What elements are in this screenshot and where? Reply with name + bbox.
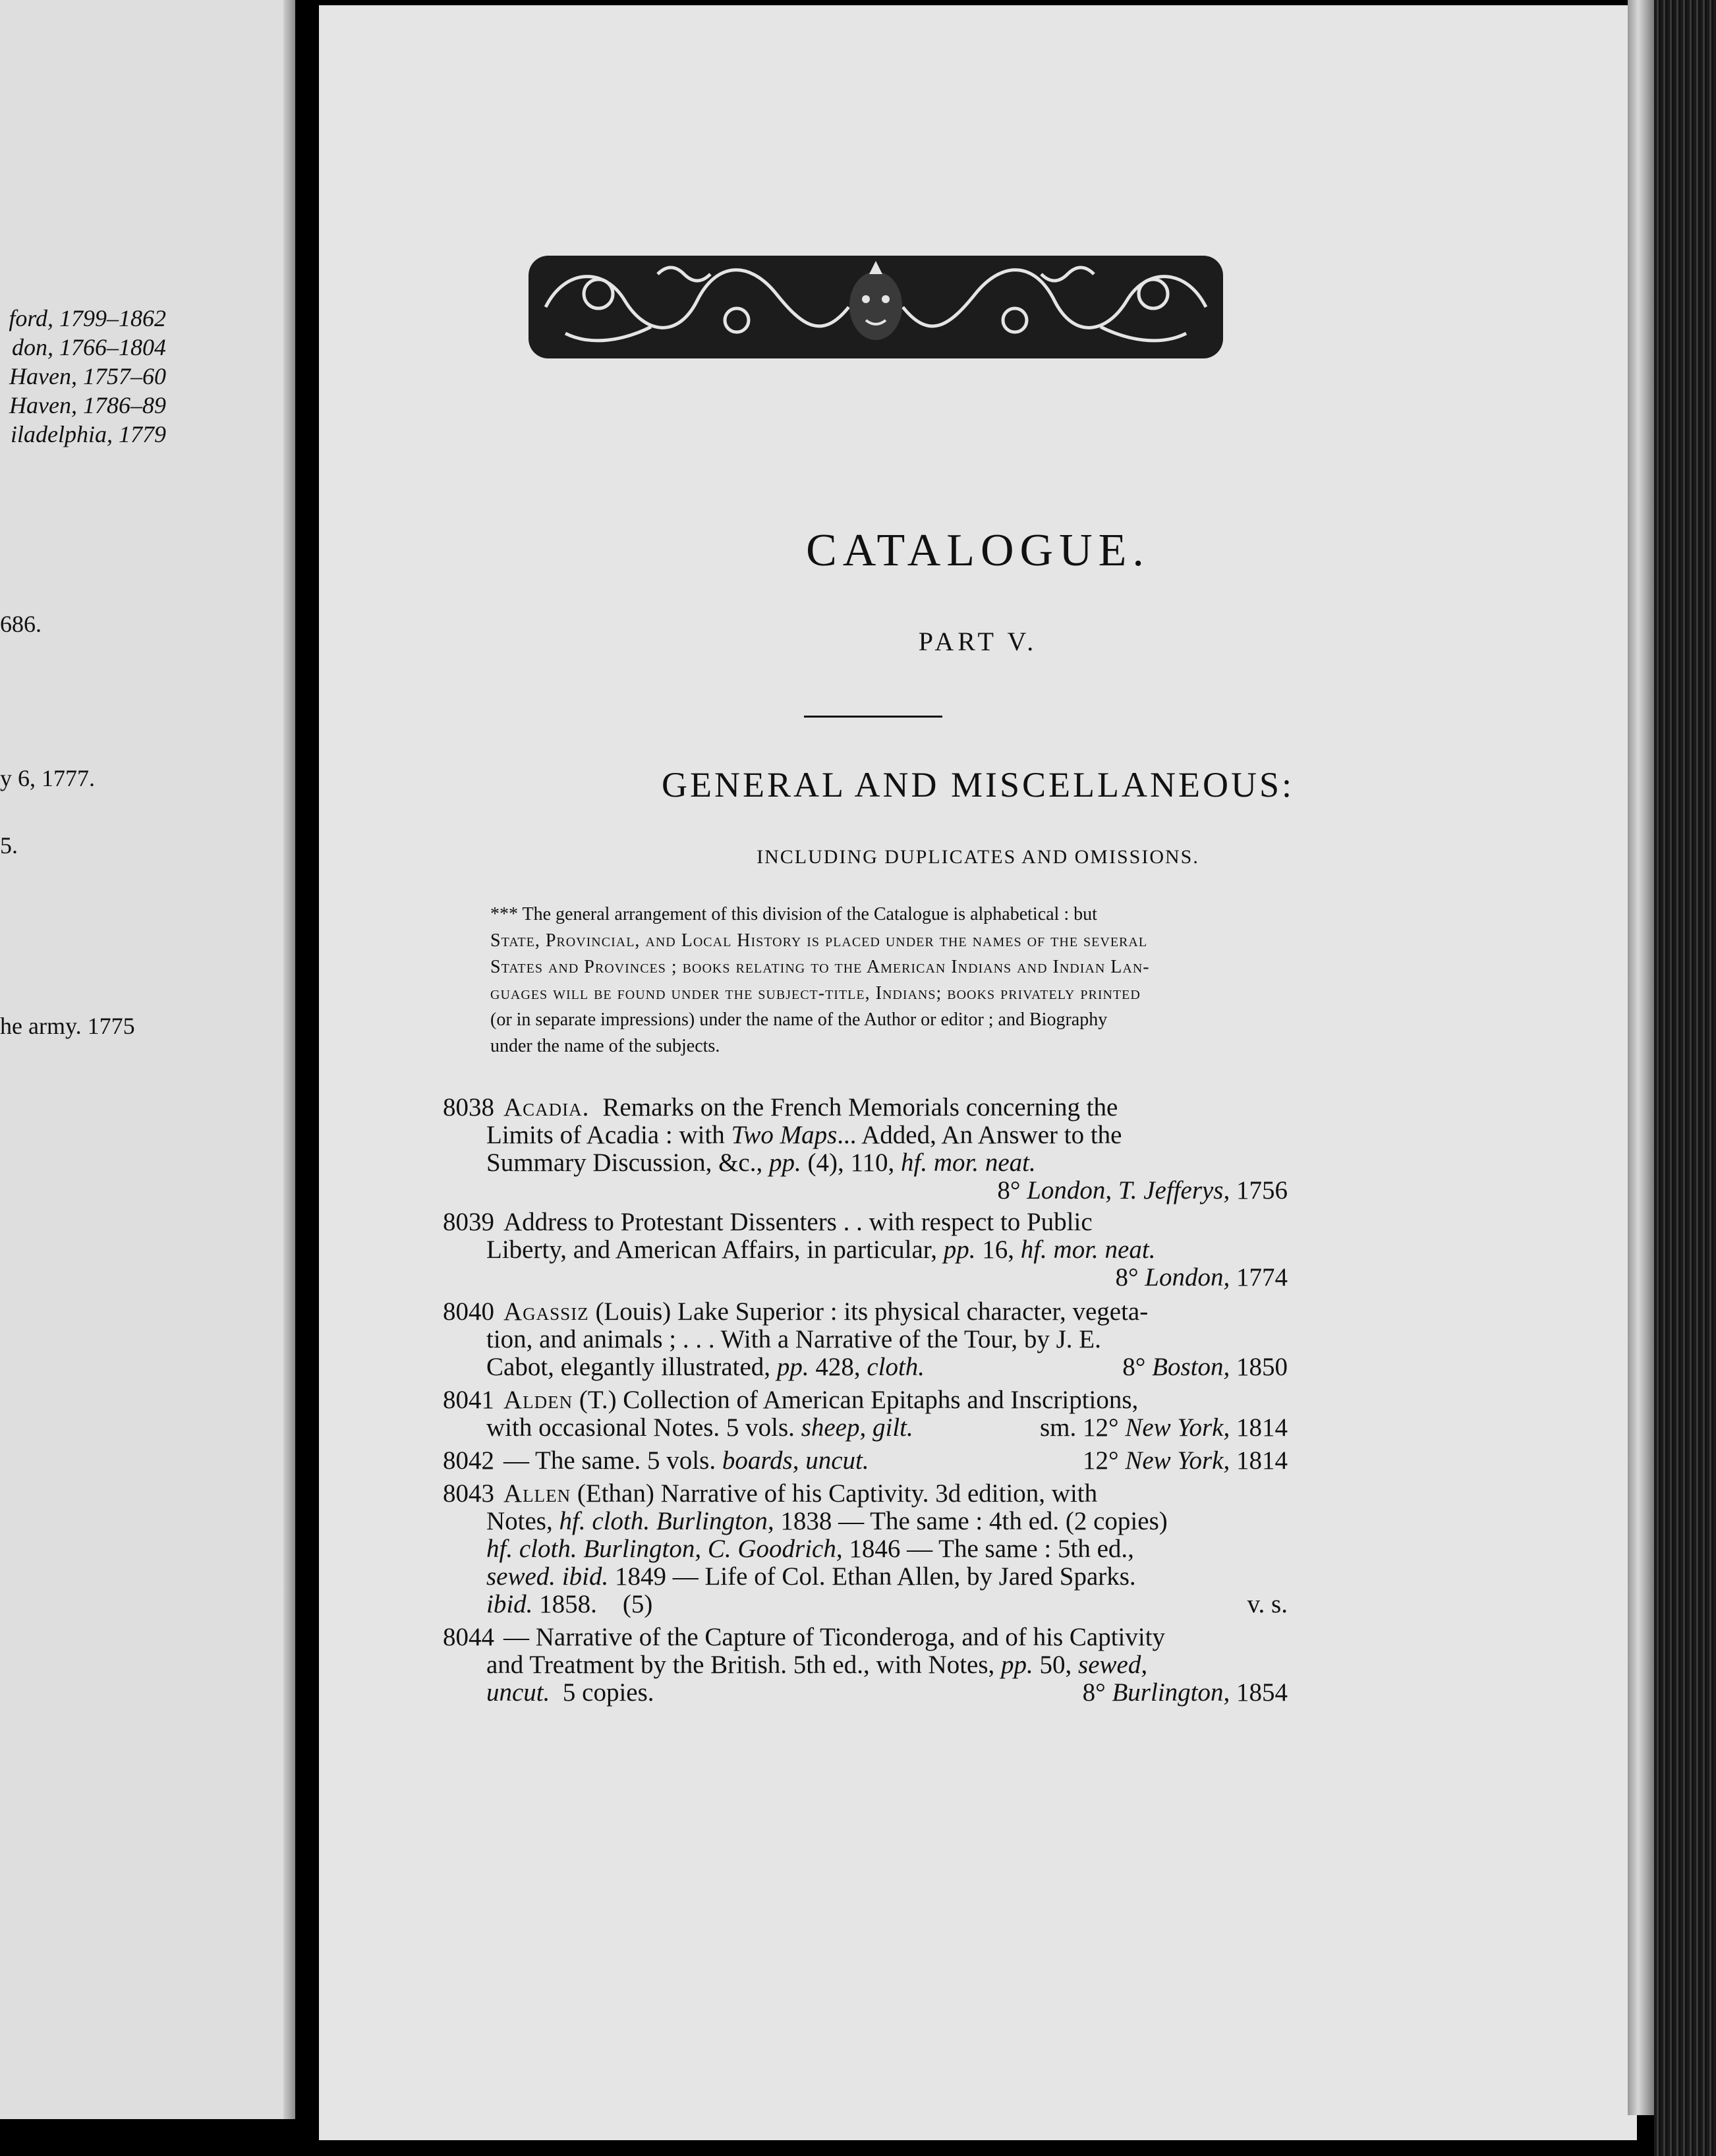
page-title: CATALOGUE. xyxy=(806,525,1150,576)
catalogue-entry: 8039 Address to Protestant Dissenters . . with respect to Public Liberty, and American Affairs, in particular, pp. 16, hf. mor. neat. 8° London, 1774 xyxy=(443,1208,1288,1291)
arrangement-note xyxy=(490,901,1286,1060)
entry-number: 8043 xyxy=(443,1479,494,1508)
left-page-line: he army. 1775 xyxy=(0,1013,135,1039)
book-fore-edge xyxy=(1654,0,1716,2156)
section-heading: GENERAL AND MISCELLANEOUS: xyxy=(662,765,1294,805)
catalogue-entries xyxy=(443,1094,1288,1707)
page-edge xyxy=(1628,0,1654,2115)
left-page-line: 5. xyxy=(0,832,18,859)
note-line: guages will be found under the subject-title, Indians; books privately printed xyxy=(490,983,1141,1004)
note-line: under the name of the subjects. xyxy=(490,1036,720,1056)
entry-number: 8041 xyxy=(443,1386,494,1414)
part-heading: PART V. xyxy=(918,627,1038,656)
page-gutter-shadow xyxy=(283,0,295,2119)
note-line: (or in separate impressions) under the name of the Author or editor ; and Biography xyxy=(490,1009,1108,1030)
entry-number: 8042 xyxy=(443,1446,494,1475)
left-page-line: Haven, 1757–60 xyxy=(9,363,166,389)
left-page-line: don, 1766–1804 xyxy=(12,334,166,360)
left-page-line: 686. xyxy=(0,611,42,637)
note-line: State, Provincial, and Local History is placed under the names of the several xyxy=(490,930,1148,951)
catalogue-entry: 8041 Alden (T.) Collection of American Epitaphs and Inscriptions, with occasional Notes. 5 vols. sheep, gilt. sm. 12° New York, 1814 xyxy=(443,1386,1288,1442)
note-line: States and Provinces ; books relating to the American Indians and Indian Lan- xyxy=(490,957,1150,977)
subsection-heading: INCLUDING DUPLICATES AND OMISSIONS. xyxy=(757,846,1199,868)
catalogue-entry: 8040 Agassiz (Louis) Lake Superior : its physical character, vegeta- tion, and animals ; . . . With a Narrative of the Tour, by J. E. Cabot, elegantly illustrated, pp. 428, cloth. 8° Boston, 1850 xyxy=(443,1297,1288,1381)
entry-number: 8038 xyxy=(443,1093,494,1121)
left-page-line: iladelphia, 1779 xyxy=(11,421,166,447)
left-page-line: ford, 1799–1862 xyxy=(9,305,166,331)
entry-number: 8044 xyxy=(443,1623,494,1651)
catalogue-entry: 8044 — Narrative of the Capture of Ticonderoga, and of his Captivity and Treatment by the British. 5th ed., with Notes, pp. 50, sewed, uncut. 5 copies. 8° Burlington, 1854 xyxy=(443,1623,1288,1707)
entry-heading: Acadia. xyxy=(503,1093,590,1121)
note-line: *** The general arrangement of this division of the Catalogue is alphabetical : but xyxy=(490,904,1097,924)
catalogue-page xyxy=(319,5,1637,2140)
entry-number: 8039 xyxy=(443,1208,494,1236)
catalogue-entry: 8038 Acadia. Remarks on the French Memorials concerning the Limits of Acadia : with Two Maps ... Added, An Answer to the Summary Discussion, &c., pp. (4), 110, hf. mor. neat. 8° London, T. Jefferys, 1756 xyxy=(443,1093,1288,1205)
entry-number: 8040 xyxy=(443,1297,494,1326)
left-page-line: y 6, 1777. xyxy=(0,765,95,791)
catalogue-entry: 8043 Allen (Ethan) Narrative of his Captivity. 3d edition, with Notes, hf. cloth. Burlington, 1838 — The same : 4th ed. (2 copies) hf. cloth. Burlington, C. Goodrich, 1846 — The same : 5th ed., sewed. ibid. 1849 — Life of Col. Ethan Allen, by Jared Sparks. ibid. 1858. (5) v. s. xyxy=(443,1479,1288,1618)
catalogue-entry: 8042 — The same. 5 vols. boards, uncut. 12° New York, 1814 xyxy=(443,1446,1288,1475)
left-facing-page xyxy=(0,0,295,2119)
left-page-line: Haven, 1786–89 xyxy=(9,392,166,418)
title-rule-divider xyxy=(804,716,942,718)
decorative-headpiece-ornament xyxy=(526,248,1226,366)
book-gutter xyxy=(295,0,319,2156)
